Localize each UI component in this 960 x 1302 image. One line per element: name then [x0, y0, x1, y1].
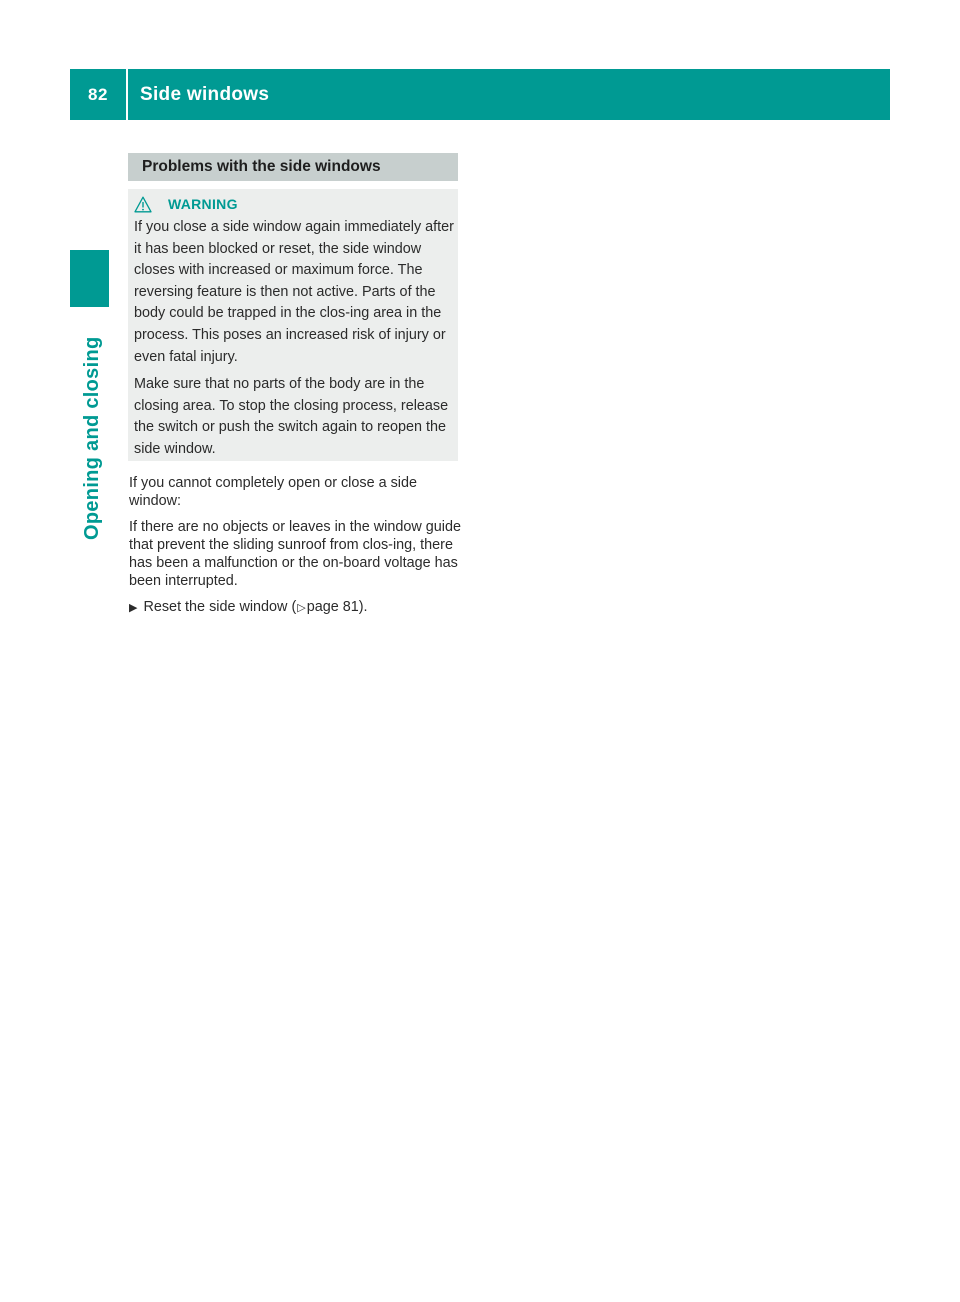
warning-box — [128, 189, 458, 461]
page-number: 82 — [88, 85, 108, 104]
chapter-side-label: Opening and closing — [81, 336, 103, 540]
warning-paragraph: If you close a side window again immediately after it has been blocked or reset, the side window closes with increased or maximum force. The reversing feature is then not active. Parts of the body could be trapped in the clos-ing area in the process. This poses an increased risk of injury or even fatal injury. — [134, 219, 454, 365]
warning-text — [134, 217, 454, 467]
action-step — [129, 598, 465, 617]
warning-paragraph: Make sure that no parts of the body are in the closing area. To stop the closing process, release the switch or push the switch again to reopen the side window. — [134, 376, 449, 457]
action-text-before: Reset the side window ( — [143, 599, 297, 615]
warning-header — [134, 193, 238, 215]
body-paragraph: If you cannot completely open or close a side window: — [129, 475, 417, 509]
section-heading: Problems with the side windows — [128, 153, 458, 181]
action-text — [143, 598, 367, 617]
body-paragraph: If there are no objects or leaves in the window guide that prevent the sliding sunroof from clos-ing, there has been a malfunction or the on-board voltage has been interrupted. — [129, 519, 461, 589]
chapter-tab-marker — [70, 250, 109, 307]
page-reference-icon: ▷ — [297, 602, 306, 614]
page-title: Side windows — [140, 84, 270, 105]
page-reference-link[interactable]: page 81). — [306, 599, 368, 615]
page-header — [70, 69, 890, 120]
body-text — [129, 474, 465, 617]
header-divider — [126, 69, 128, 120]
warning-label: WARNING — [168, 196, 238, 212]
action-arrow-icon: ▶ — [129, 602, 138, 614]
warning-triangle-icon — [134, 196, 152, 213]
